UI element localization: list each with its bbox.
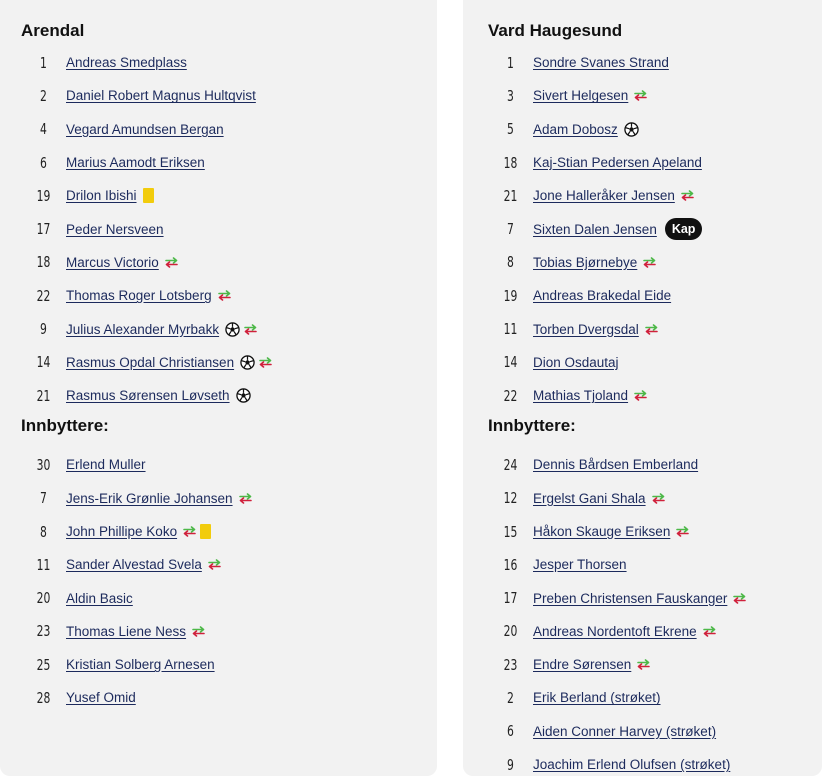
- player-row: [21, 46, 437, 79]
- player-number: 1: [40, 53, 47, 72]
- player-row: [21, 246, 437, 279]
- player-row: [21, 548, 437, 581]
- player-name-link[interactable]: Sixten Dalen Jensen: [533, 221, 657, 237]
- player-number: 25: [36, 655, 51, 674]
- player-number: 7: [507, 220, 514, 239]
- substitution-icon: [703, 626, 716, 637]
- player-row: [488, 113, 822, 146]
- player-events: [637, 659, 654, 670]
- substitution-icon: [192, 626, 205, 637]
- player-name-link[interactable]: Endre Sørensen: [533, 657, 632, 673]
- player-name-link[interactable]: Rasmus Opdal Christiansen: [66, 354, 235, 370]
- team-panel-vard-haugesund: [463, 0, 822, 776]
- player-events: [624, 122, 643, 137]
- player-name-link[interactable]: Sander Alvestad Svela: [66, 557, 202, 573]
- substitutes-heading: Innbyttere:: [488, 416, 576, 436]
- player-number: 18: [36, 253, 51, 272]
- player-number: 9: [507, 755, 514, 774]
- player-events: [239, 493, 256, 504]
- player-number: 6: [40, 153, 47, 172]
- player-row: [21, 681, 437, 714]
- player-row: [488, 279, 822, 312]
- player-row: [21, 179, 437, 212]
- player-name-link[interactable]: Aldin Basic: [66, 590, 133, 606]
- player-name-link[interactable]: Andreas Nordentoft Ekrene: [533, 623, 697, 639]
- substitution-icon: [676, 526, 689, 537]
- player-row: [488, 482, 822, 515]
- player-name-link[interactable]: Jens-Erik Grønlie Johansen: [66, 490, 233, 506]
- substitution-icon: [652, 493, 665, 504]
- player-name-link[interactable]: Daniel Robert Magnus Hultqvist: [66, 88, 256, 104]
- player-number: 20: [36, 589, 51, 608]
- player-events: [645, 324, 662, 335]
- player-row: [21, 279, 437, 312]
- player-number: 22: [36, 286, 51, 305]
- player-row: [21, 448, 437, 481]
- player-row: [21, 615, 437, 648]
- player-row: [488, 212, 822, 245]
- player-name-link[interactable]: Ergelst Gani Shala: [533, 490, 646, 506]
- player-name-link[interactable]: Joachim Erlend Olufsen (strøket): [533, 757, 731, 773]
- player-row: [21, 346, 437, 379]
- player-events: [225, 322, 261, 337]
- player-number: 2: [507, 688, 514, 707]
- player-row: [21, 482, 437, 515]
- captain-badge: Kap: [665, 218, 703, 240]
- player-events: [652, 493, 669, 504]
- soccer-ball-icon: [624, 122, 639, 137]
- player-name-link[interactable]: Erik Berland (strøket): [533, 690, 661, 706]
- substitution-icon: [643, 257, 656, 268]
- player-events: [240, 355, 276, 370]
- player-events: [681, 190, 698, 201]
- player-number: 22: [503, 386, 518, 405]
- soccer-ball-icon: [225, 322, 240, 337]
- substitution-icon: [183, 526, 196, 537]
- player-name-link[interactable]: Jesper Thorsen: [533, 557, 627, 573]
- player-events: [236, 388, 255, 403]
- player-events: [634, 90, 651, 101]
- player-row: [488, 379, 822, 412]
- player-row: [488, 648, 822, 681]
- player-number: 7: [40, 489, 47, 508]
- player-name-link[interactable]: Rasmus Sørensen Løvseth: [66, 388, 230, 404]
- player-row: [488, 515, 822, 548]
- player-row: [21, 648, 437, 681]
- player-row: [488, 312, 822, 345]
- player-name-link[interactable]: Adam Dobosz: [533, 121, 618, 137]
- player-number: 15: [503, 522, 518, 541]
- yellow-card-icon: [200, 524, 211, 539]
- substitution-icon: [218, 290, 231, 301]
- starters-list: [21, 46, 437, 412]
- player-number: 11: [503, 320, 518, 339]
- player-number: 6: [507, 722, 514, 741]
- player-row: [488, 179, 822, 212]
- player-number: 2: [40, 86, 47, 105]
- player-row: [21, 113, 437, 146]
- player-row: [488, 715, 822, 748]
- player-number: 17: [36, 220, 51, 239]
- player-row: [488, 548, 822, 581]
- player-name-link[interactable]: Thomas Liene Ness: [66, 623, 187, 639]
- player-name-link[interactable]: Torben Dvergsdal: [533, 321, 639, 337]
- team-title: Vard Haugesund: [488, 21, 623, 40]
- substitution-icon: [208, 559, 221, 570]
- player-events: [208, 559, 225, 570]
- player-name-link[interactable]: Dion Osdautaj: [533, 354, 619, 370]
- player-events: [143, 188, 158, 203]
- player-number: 28: [36, 688, 51, 707]
- player-number: 30: [36, 455, 51, 474]
- player-events: [218, 290, 235, 301]
- player-name-link[interactable]: Sondre Svanes Strand: [533, 55, 669, 71]
- player-events: [676, 526, 693, 537]
- substitutes-list: [488, 448, 822, 781]
- player-row: [488, 581, 822, 614]
- player-row: [21, 79, 437, 112]
- player-number: 9: [40, 320, 47, 339]
- substitution-icon: [637, 659, 650, 670]
- player-name-link[interactable]: Peder Nersveen: [66, 221, 164, 237]
- player-number: 20: [503, 622, 518, 641]
- player-row: [488, 681, 822, 714]
- player-number: 1: [507, 53, 514, 72]
- player-number: 23: [503, 655, 518, 674]
- player-events: [192, 626, 209, 637]
- player-name-link[interactable]: Yusef Omid: [66, 690, 136, 706]
- soccer-ball-icon: [236, 388, 251, 403]
- substitution-icon: [165, 257, 178, 268]
- player-row: [488, 146, 822, 179]
- player-name-link[interactable]: Jone Halleråker Jensen: [533, 188, 675, 204]
- player-number: 24: [503, 455, 518, 474]
- player-name-link[interactable]: Drilon Ibishi: [66, 188, 137, 204]
- player-row: [21, 515, 437, 548]
- player-row: [21, 581, 437, 614]
- player-number: 11: [36, 555, 51, 574]
- substitution-icon: [239, 493, 252, 504]
- player-events: [703, 626, 720, 637]
- player-number: 4: [40, 120, 47, 139]
- player-name-link[interactable]: John Phillipe Koko: [66, 524, 178, 539]
- player-number: 17: [503, 589, 518, 608]
- player-row: [21, 146, 437, 179]
- player-events: [183, 524, 215, 539]
- player-row: [488, 615, 822, 648]
- player-row: [21, 379, 437, 412]
- player-name-link[interactable]: Vegard Amundsen Bergan: [66, 121, 224, 137]
- player-name-link[interactable]: Mathias Tjoland: [533, 388, 629, 404]
- player-number: 21: [36, 386, 51, 405]
- substitution-icon: [634, 390, 647, 401]
- player-number: 19: [503, 286, 518, 305]
- player-events: [643, 257, 660, 268]
- player-name-link[interactable]: Andreas Smedplass: [66, 55, 187, 71]
- substitutes-heading: Innbyttere:: [21, 416, 109, 436]
- player-name-link[interactable]: Dennis Bårdsen Emberland: [533, 457, 699, 473]
- player-number: 3: [507, 86, 514, 105]
- player-name-link[interactable]: Håkon Skauge Eriksen: [533, 524, 671, 539]
- yellow-card-shape: [143, 188, 154, 203]
- player-row: [488, 748, 822, 781]
- player-number: 19: [36, 186, 51, 205]
- substitution-icon: [645, 324, 658, 335]
- player-row: [21, 212, 437, 245]
- substitution-icon: [733, 593, 746, 604]
- player-name-link[interactable]: Erlend Muller: [66, 457, 146, 473]
- yellow-card-icon: [143, 188, 154, 203]
- player-events: [733, 593, 750, 604]
- player-name-link[interactable]: Thomas Roger Lotsberg: [66, 288, 212, 304]
- player-row: [488, 79, 822, 112]
- player-name-link[interactable]: Andreas Brakedal Eide: [533, 288, 672, 304]
- player-name-link[interactable]: Kristian Solberg Arnesen: [66, 657, 215, 673]
- player-name-link[interactable]: Kaj-Stian Pedersen Apeland: [533, 155, 702, 171]
- player-name-link[interactable]: Marcus Victorio: [66, 254, 159, 270]
- player-number: 14: [36, 353, 51, 372]
- player-number: 12: [503, 489, 518, 508]
- player-number: 5: [507, 120, 514, 139]
- team-title: Arendal: [21, 21, 85, 40]
- player-name-link[interactable]: Marius Aamodt Eriksen: [66, 155, 205, 171]
- player-row: [21, 312, 437, 345]
- player-name-link[interactable]: Julius Alexander Myrbakk: [66, 321, 220, 337]
- player-number: 8: [40, 522, 47, 541]
- substitution-icon: [681, 190, 694, 201]
- player-row: [488, 46, 822, 79]
- player-number: 18: [503, 153, 518, 172]
- player-name-link[interactable]: Preben Christensen Fauskanger: [533, 590, 728, 606]
- player-name-link[interactable]: Aiden Conner Harvey (strøket): [533, 723, 717, 739]
- substitutes-list: [21, 448, 437, 714]
- player-number: 14: [503, 353, 518, 372]
- player-events: [165, 257, 182, 268]
- player-number: 8: [507, 253, 514, 272]
- player-name-link[interactable]: Sivert Helgesen: [533, 88, 629, 104]
- player-row: [488, 448, 822, 481]
- player-number: 23: [36, 622, 51, 641]
- player-name-link[interactable]: Tobias Bjørnebye: [533, 254, 638, 270]
- soccer-ball-icon: [240, 355, 255, 370]
- player-number: 21: [503, 186, 518, 205]
- substitution-icon: [244, 324, 257, 335]
- player-row: [488, 246, 822, 279]
- starters-list: [488, 46, 822, 412]
- substitution-icon: [634, 90, 647, 101]
- player-number: 16: [503, 555, 518, 574]
- yellow-card-shape: [200, 524, 211, 539]
- player-row: [488, 346, 822, 379]
- substitution-icon: [259, 357, 272, 368]
- player-events: [634, 390, 651, 401]
